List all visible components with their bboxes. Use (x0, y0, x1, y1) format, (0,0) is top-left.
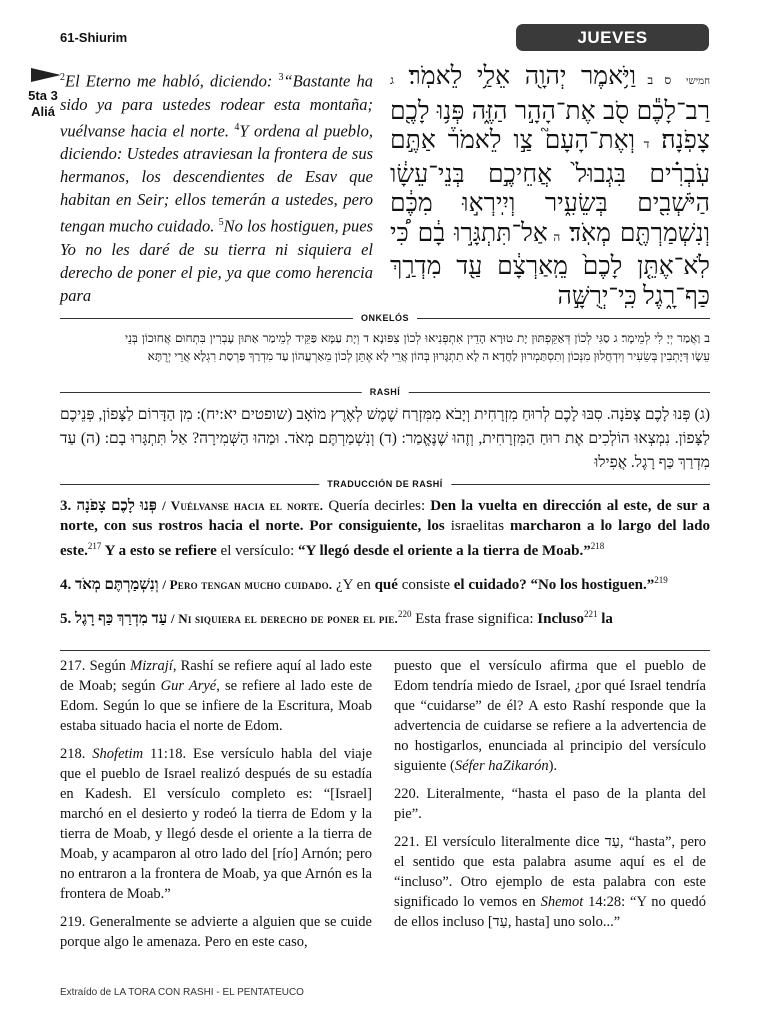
verse-number: 3 (278, 72, 284, 83)
text: 11:18. Ese versículo habla del viaje que el pueblo de Israel realizó después de su estadía en Kadesh. El versículo completo es: “[Israel] marchó en el desierto y rodeó la tierra de Edom y la tierra de Moab, y llegó desde el oriente a la tierra de Moab, y acamparon al otro lado del [río] Arnón; pero no entraron a la frontera de Moab, ya que Arnón es la frontera de Moab.” (60, 746, 373, 902)
page-footer: Extraído de LA TORA CON RASHI - EL PENTATEUCO (60, 987, 304, 998)
verse-text: רַב־לָכֶ֕ם סֹ֖ב אֶת־הָהָ֣ר הַזֶּ֑ה פְּנ֥וּ לָכֶ֖ם צָפֹֽנָה׃ (390, 97, 710, 154)
italic-text: Gur Aryé (160, 678, 217, 694)
lemma-heading: / Pero tengan mucho cuidado. (162, 577, 333, 592)
footnotes-right-column (394, 656, 706, 940)
text: ¿Y en (332, 577, 375, 593)
footnotes-left-column (60, 656, 372, 960)
text: 219. Generalmente se advierte a alguien que se cuide porque algo le amenaza. Pero en este caso, (60, 914, 372, 950)
footnote (394, 832, 706, 932)
verse-text: No los hostiguen, pues Yo no les daré de su tierra ni siquiera el derecho de poner el pie, ya que como herencia para (60, 216, 373, 305)
bold-text: Den la vuelta en dirección al este, de sur a norte, con sus rostros hacia el norte. Por consiguiente, los (60, 498, 711, 534)
verse-marker: ס ב (636, 73, 672, 87)
bold-text: “Y llegó desde el oriente a la tierra de Moab.” (298, 543, 591, 559)
text: 220. Literalmente, “hasta el paso de la planta del pie”. (394, 786, 706, 822)
chamishi-marker: חמישי (685, 76, 710, 87)
translation-divider (60, 478, 710, 490)
rashi-divider (60, 386, 710, 398)
lemma-heading: / Vuélvanse hacia el norte. (162, 498, 324, 513)
italic-text: Shemot (540, 894, 584, 910)
verse-text: “Bastante ha sido ya para ustedes rodear esta montaña; vuélvanse hacia el norte. (60, 71, 373, 140)
footnote (394, 784, 706, 824)
verse-text: Y ordena al pueblo, diciendo: Ustedes atraviesan la frontera de sus hermanos, los descendientes de Esav que habitan en Seir; ellos temerán a ustedes, pero tengan mucho cuidado. (60, 121, 373, 236)
verse-number: 2 (60, 72, 65, 83)
aliyah-label: Aliá (31, 104, 55, 119)
hebrew-lemma: עַד מִדְרַךְ כַּף רָגֶל (75, 611, 168, 627)
italic-text: Séfer haZikarón (454, 758, 549, 774)
hebrew-lemma: פְּנוּ לָכֶם צָפֹנָה (76, 498, 157, 514)
bold-text: el cuidado? “No los hostiguen.” (453, 577, 655, 593)
aliyah-number: 5ta 3 (28, 88, 58, 103)
hebrew-verse-text (390, 62, 710, 311)
text: 14:28: “Y no quedó de ellos incluso [עַד, hasta] uno solo...” (394, 894, 706, 930)
bold-text: la (597, 611, 613, 627)
footnote-ref: 219 (654, 575, 668, 585)
footnote (394, 656, 706, 776)
text: ). (548, 758, 558, 774)
text: , se refiere al lado este de Edom. Según lo que se infiere de la Escritura, Moab estaba situado hacia el norte de Edom. (60, 678, 373, 734)
translation-paragraph (60, 604, 710, 629)
lemma-heading: / Ni siquiera el derecho de poner el pie. (170, 611, 398, 626)
translation-paragraph (60, 570, 710, 595)
hebrew-lemma: וְנִשְׁמַרְתֶּם מְאֹד (75, 577, 159, 593)
verse-number: 5 (218, 217, 224, 228)
text: , Rashí se refiere aquí al lado este de Moab; según (60, 658, 372, 694)
bold-text: qué (374, 577, 398, 593)
onkelos-divider (60, 312, 710, 324)
day-badge: JUEVES (516, 24, 709, 51)
footnote (60, 744, 372, 904)
footnote (60, 912, 372, 952)
paragraph-number: 4. (60, 577, 72, 593)
text: Quería decirles: (323, 498, 431, 514)
footnote-ref: 221 (583, 609, 598, 619)
onkelos-heading: ONKELÓS (353, 312, 417, 324)
arrow-right-icon (31, 68, 61, 82)
footnote-ref: 217 (87, 541, 102, 551)
footnote-ref: 220 (397, 609, 412, 619)
text: 218. (60, 746, 93, 762)
paragraph-number: 3. (60, 498, 72, 514)
italic-text: Mizrají (130, 658, 173, 674)
rashi-hebrew-text: (ג) פְּנוּ לָכֶם צָפֹנָה. סִבּוּ לָכֶם לְרוּחַ מִזְרָחִית וְיָבֹא מִמִּזְרַח שֶׁמֶשׁ לְאֶרֶץ מוֹאָב (שופטים יא:יח): מִן הַדָּרוֹם לַצָּפוֹן, פְּנֵיכֶם לַצָּפוֹן. נִמְצְאוּ הוֹלְכִים אֶת רוּחַ הַמִּזְרָחִית, וְזֶהוּ שֶׁנֶּאֱמַר: (ד) וְנִשְׁמַרְתֶּם מְאֹד. וּמַהוּ הַשְּׁמִירָה? אַל תִּתְגָּרוּ בָם: (ה) עַד מִדְרַךְ כַּף רָגֶל. אֲפִילוּ (60, 406, 710, 471)
translation-heading: TRADUCCIÓN DE RASHÍ (319, 478, 451, 490)
spanish-verse-text (60, 66, 373, 307)
rashi-heading: RASHÍ (362, 386, 409, 398)
text: Esta frase significa: (411, 611, 538, 627)
bold-text: Incluso (537, 611, 584, 627)
onkelos-text: ב וַאֲמַר יְיָ לִי לְמֵימָר׃ ג סַגִּי לְכוֹן דְּאַקֵּפְתּוּן יָת טוּרָא הָדֵין אִתְפְּנִיאוּ לְכוֹן צִפּוּנָא׃ ד וְיָת עַמָּא פַּקֵּיד לְמֵימַר אַתּוּן עָבְרִין בִּתְחוּם אֲחוּכוֹן בְּנֵי עֵשָׂו דְּיָתְבִין בְּשֵׂעִיר וְיִדְחֲלוּן מִנְּכוֹן וְתִסְתַּמְרוּן לַחֲדָא׃ ה לָא תִתְגָּרוּן בְּהוֹן אֲרֵי לָא אֶתֵּן לְכוֹן מֵאַרְעֲהוֹן עַד מִדְרַךְ פַּרְסַת רִגְלָא אֲרֵי יְרֻתָּא (125, 331, 710, 363)
verse-marker: ה (547, 229, 561, 244)
verse-marker: ד (635, 137, 650, 151)
verse-text: אַל־תִּתְגָּר֣וּ בָ֔ם כִּ֠י לֹֽא־אֶתֵּ֤ן לָכֶם֙ מֵֽאַרְצָ֔ם עַ֖ד מִדְרַ֣ךְ כַּף־רָ֑גֶל כִּֽי־יְרֻשָּׁ֣ה (390, 219, 710, 310)
footnote-ref: 218 (590, 541, 605, 551)
rashi-translation (60, 496, 710, 638)
bold-text: Y a esto se refiere (101, 543, 217, 559)
text: consiste (397, 577, 454, 593)
text: el versículo: (216, 543, 299, 559)
bold-text: marcharon a lo largo del lado este. (60, 518, 711, 559)
paragraph-number: 5. (60, 611, 72, 627)
text: 217. Según (60, 658, 131, 674)
text: 221. El versículo literalmente dice עַד, “hasta”, pero el sentido que esta palabra asume aquí es el de “incluso”. Otro ejemplo de esta palabra con este significado lo vemos en (394, 834, 706, 910)
footnote (60, 656, 372, 736)
verse-number: 4 (234, 121, 240, 133)
text: puesto que el versículo afirma que el pueblo de Edom tendría miedo de Israel, ¿por qué Israel tendría que “cuidarse” de él? A esto Rashí responde que la advertencia de cuidarse se refiere a la advertencia de no hostigarlos, enunciada al principio del versículo siguiente ( (394, 658, 706, 774)
aliyah-marker (22, 88, 64, 120)
verse-text: El Eterno me habló, diciendo: (65, 71, 279, 91)
translation-paragraph (60, 496, 710, 561)
page-label: 61-Shiurim (60, 30, 128, 45)
verse-text: וַיֹּ֥אמֶר יְהוָ֖ה אֵלַ֥י לֵאמֹֽר׃ (393, 63, 637, 90)
verse-text: וְאֶת־הָעָם֮ צַ֣ו לֵאמֹר֒ אַתֶּ֣ם עֹֽבְרִ֗ים בִּגְבוּל֙ אֲחֵיכֶ֣ם בְּנֵי־עֵשָׂ֔ו הַיֹּשְׁבִ֖ים בְּשֵׂעִ֑יר וְיִֽירְא֣וּ מִכֶּ֔ם וְנִשְׁמַרְתֶּ֖ם מְאֹֽד׃ (390, 127, 710, 247)
text: israelitas (444, 518, 510, 534)
verse-marker: ג (390, 73, 394, 87)
italic-text: Shofetim (92, 746, 144, 762)
footnotes-divider (60, 650, 710, 651)
